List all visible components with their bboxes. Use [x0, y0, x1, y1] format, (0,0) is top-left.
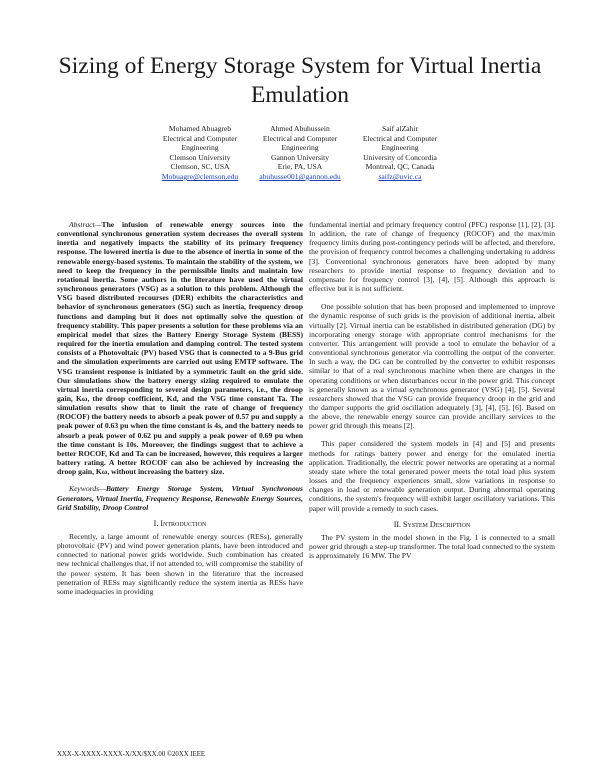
section-heading-introduction: I. Introduction [153, 518, 207, 528]
author-dept: Electrical and Computer [262, 133, 338, 143]
right-column [309, 220, 555, 560]
author-name: Mohamed Abuagreb [168, 124, 232, 133]
author-block [150, 124, 450, 182]
abstract-label: Abstract— [69, 220, 102, 229]
paragraph: This paper considered the system models in [4] and [5] and presents methods for ratings battery power and energy for the emulated inertia application. Traditionally, the electric power networks are operating at a normal steady state where the total generated power meets the total load plus system losses and the frequency experiences small, slow variations in response to changes in load or renewable generation output. During abnormal operating conditions, the system's frequency will exhibit larger oscillatory variations. This paper will provide a remedy to such cases. [309, 439, 555, 513]
author-name: Saif alZahir [381, 124, 419, 133]
author-dept: Engineering [381, 143, 419, 153]
author-1 [150, 124, 250, 182]
author-org: Gannon University [271, 152, 329, 162]
keywords [57, 484, 303, 511]
paragraph: fundamental inertial and primary frequency control (PFC) response [1], [2], [3]. In addition, the rate of change of frequency (ROCOF) and the max/min frequency limits during post-contingency periods will be affected, and therefore, the provision of frequency control becomes a challenging undertaking to address [3]. Conventional synchronous generators have been adopted by many researchers to provide inertial response to frequency deviation and to compensate for frequency control [3], [4], [5]. Although this approach is effective but it is not sufficient. [309, 220, 555, 294]
author-location: Montreal, QC, Canada [365, 162, 435, 172]
abstract [57, 220, 303, 476]
author-3 [350, 124, 450, 182]
author-dept: Electrical and Computer [362, 133, 438, 143]
keywords-text: Battery Energy Storage System, Virtual Synchronous Generators, Virtual Inertia, Frequency Response, Renewable Energy Sources, Grid Stability, Droop Control [57, 484, 303, 512]
author-email-link[interactable]: Mobuagre@clemson.edu [161, 171, 239, 181]
copyright-footer: XXX-X-XXXX-XXXX-X/XX/$XX.00 ©20XX IEEE [57, 751, 206, 758]
left-column [57, 220, 303, 596]
paragraph: The PV system in the model shown in the Fig. 1 is connected to a small power grid through a step-up transformer. The total load connected to the system is approximately 16 MW. The PV [309, 532, 555, 561]
paragraph: Recently, a large amount of renewable energy sources (RESs), generally photovoltaic (PV) and wind power generation plants, have been introduced and connected to national power grids worldwide. Such combination has created new technical challenges that, if not attended to, will compromise the stability of the power system. It has been shown in the literature that the increased penetration of RESs may significantly reduce the system inertia as RESs have some inadequacies in providing [57, 532, 303, 596]
keywords-label: Keywords— [69, 484, 106, 494]
author-org: Clemson University [169, 152, 231, 162]
section-heading-system-description: II. System Description [393, 519, 471, 529]
abstract-text: The infusion of renewable energy sources into the conventional synchronous generation system decreases the overall system inertia and negatively impacts the stability of its primary frequency response. The lowered inertia is due to the absence of inertia in some of the renewable energy-based systems. To maintain the stability of the system, we need to keep the frequency in the permissible limits and maintain low rotational inertia. Some authors in the literature have used the virtual synchronous generators (VSG) as a solution to this problem. Although the VSG based distributed recourses (DER) exhibits the characteristics and behavior of synchronous generators (SG) such as inertia, frequency droop functions and damping but it does not optimally solve the question of frequency stability. This paper presents a solution for these problems via an empirical model that sizes the Battery Energy Storage System (BESS) required for the inertia emulation and damping control. The tested system consists of a Photovoltaic (PV) based VSG that is connected to a 9-Bus grid and the simulation experiments are carried out using EMTP software. The VSG transient response is initiated by a symmetric fault on the grid side. Our simulations show the battery energy sizing required to emulate the virtual inertia corresponding to several design parameters, i.e., the droop gain, Kω, the droop coefficient, Kd, and the VSG time constant Ta. The simulation results show that to limit the rate of change of frequency (ROCOF) the battery needs to absorb a peak power of 0.57 pu and supply a peak power of 0.63 pu when the time constant is 4s, and the battery needs to absorb a peak power of 0.62 pu and supply a peak power of 0.69 pu when the time constant is 10s. Moreover, the findings suggest that to achieve a better ROCOF, Kd and Ta can be increased, however, this requires a larger battery rating. A better ROCOF can also be achieved by increasing the droop gain, Kω, without increasing the battery size. [57, 220, 303, 477]
author-location: Clemson, SC, USA [170, 162, 230, 172]
author-email-link[interactable]: abuhusse001@gannon.edu [259, 171, 341, 181]
author-dept: Engineering [281, 143, 319, 153]
author-dept: Electrical and Computer [162, 133, 238, 143]
author-email-link[interactable]: saifz@uvic.ca [378, 171, 422, 181]
paper-title: Sizing of Energy Storage System for Virtual Inertia Emulation [58, 53, 542, 108]
author-dept: Engineering [181, 143, 219, 153]
paragraph: One possible solution that has been proposed and implemented to improve the dynamic response of such grids is the provision of additional inertia, albeit virtually [2]. Virtual inertia can be established in distributed generation (DG) by incorporating energy storage with appropriate control mechanisms for the converter. This arrangement will provide a tool to emulate the behavior of a conventional synchronous generator via controlling the output of the converter. In such a way, the DG can be controlled by the converter to exhibit responses similar to that of a real synchronous machine when there are changes in the operating conditions or when disturbances occur in the power grid. This concept is generally known as a virtual synchronous generator (VSG) [4], [5]. Several researchers showed that the VSG can provide frequency droop in the grid and the damper supports the grid oscillation adequately [3], [4], [5], [6]. Based on the above, the renewable energy source can provide ancillary services to the power grid through this means [2]. [309, 302, 555, 431]
author-2 [250, 124, 350, 182]
author-org: University of Concordia [363, 152, 437, 162]
author-name: Ahmed Abuhussein [270, 124, 330, 133]
author-location: Erie, PA, USA [277, 162, 323, 172]
